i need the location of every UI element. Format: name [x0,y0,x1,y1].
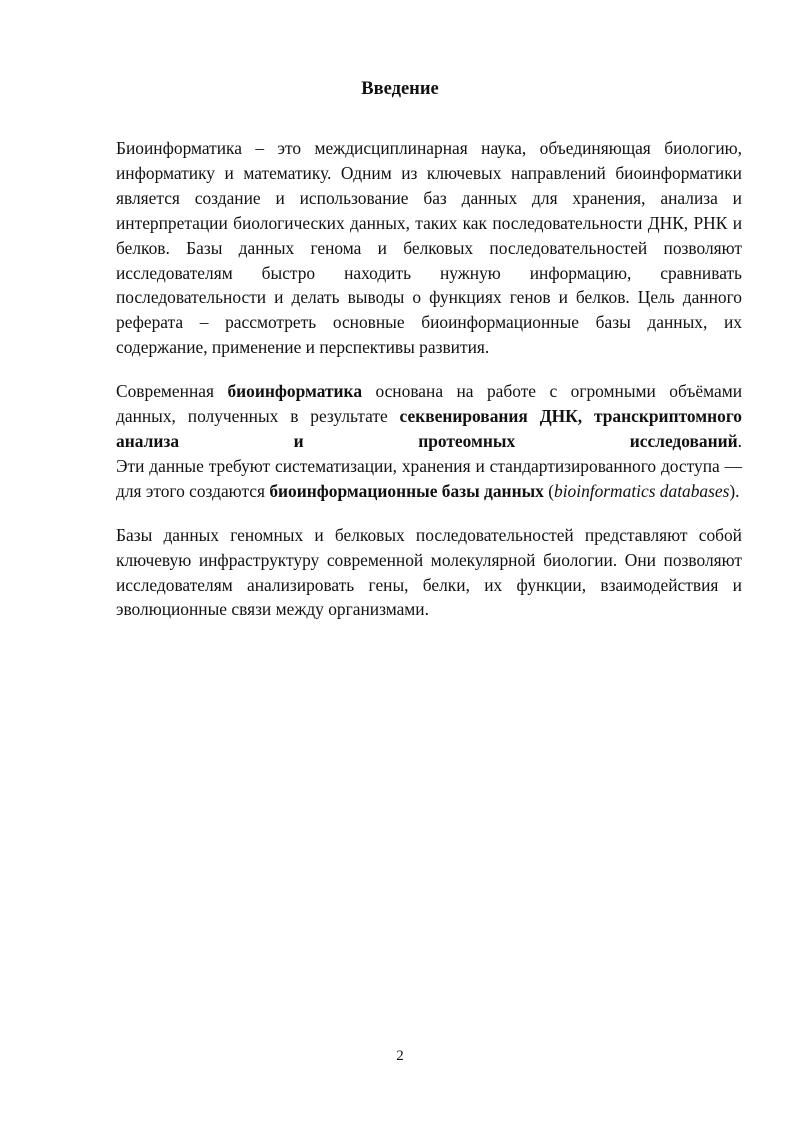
text-run: основана на работе с огромными объёмами данных, полученных в результате [116,381,743,427]
intro-paragraph: Биоинформатика – это междисциплинарная наука, объединяющая биологию, информатику и математику. Одним из ключевых направлений биоинформатики является создание и использование баз данных для хранения, анализа и интерпретации биологических данных, таких как последовательности ДНК, РНК и белков. Базы данных генома и белковых последовательностей позволяют исследователям быстро находить нужную информацию, сравнивать последовательности и делать выводы о функциях генов и белков. Цель данного реферата – рассмотреть основные биоинформационные базы данных, их содержание, применение и перспективы развития. [116,138,742,358]
text-run: Эти данные требуют систематизации, хранения и стандартизированного доступа — для этого создаются [116,455,742,501]
text-run: ). [729,480,740,501]
document-body [116,136,742,641]
databases-paragraph-block [116,379,742,454]
text-run: . [737,430,742,451]
text-run: Современная [116,381,228,402]
bold-term-bioinformatics: биоинформатика [227,381,363,402]
text-run: ( [543,480,555,501]
databases-paragraph-continuation [116,454,742,504]
page-number: 2 [396,1048,404,1064]
databases-paragraph [116,379,742,504]
infrastructure-paragraph: Базы данных геномных и белковых последовательностей представляют собой ключевую инфраструктуру современной молекулярной биологии. Они позволяют исследователям анализировать гены, белки, их функции, взаимодействия и эволюционные связи между организмами. [116,524,742,620]
bold-term-databases: биоинформационные базы данных [269,480,544,501]
bold-term-sequencing: секвенирования ДНК, транскриптомного анализа и протеомных исследований [116,406,742,451]
page-title: Введение [361,79,439,99]
italic-term-english: bioinformatics databases [554,480,730,501]
